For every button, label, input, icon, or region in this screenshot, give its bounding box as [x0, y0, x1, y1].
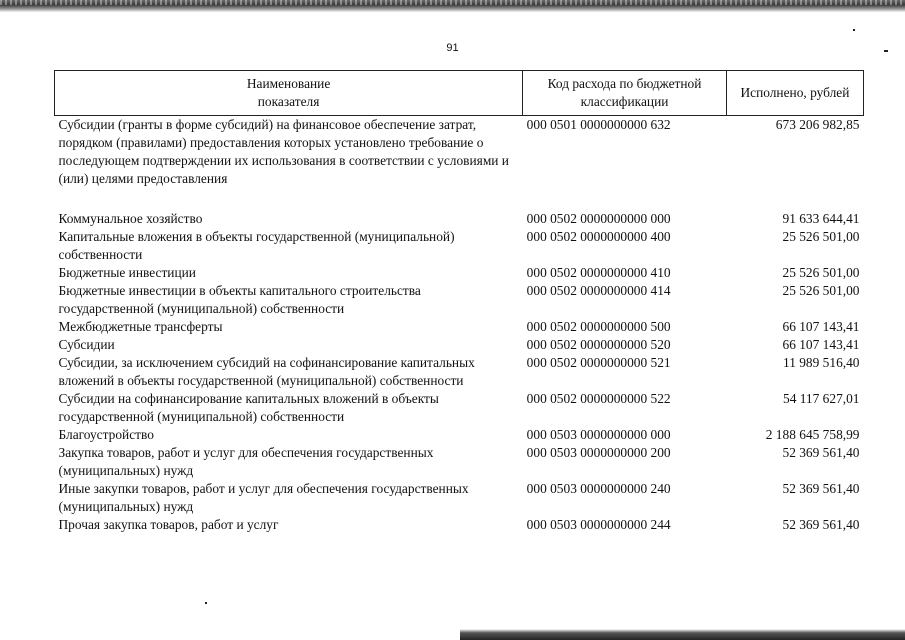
- table-row: [55, 318, 864, 336]
- header-indicator-name-line1: Наименование: [246, 76, 331, 91]
- row-amount: 25 526 501,00: [782, 265, 860, 280]
- row-code: 000 0503 0000000000 000: [526, 427, 671, 442]
- table-row: [55, 228, 864, 264]
- row-code: 000 0503 0000000000 244: [526, 517, 671, 532]
- row-amount: 2 188 645 758,99: [765, 427, 860, 442]
- row-code: 000 0503 0000000000 240: [526, 481, 671, 496]
- header-indicator-name-line2: показателя: [257, 94, 320, 109]
- row-code: 000 0502 0000000000 522: [526, 391, 671, 406]
- row-amount: 52 369 561,40: [782, 481, 860, 496]
- header-indicator-name: [55, 71, 523, 116]
- table-row: [55, 264, 864, 282]
- row-amount: 52 369 561,40: [782, 445, 860, 460]
- row-code: 000 0501 0000000000 632: [526, 117, 671, 132]
- row-code: 000 0502 0000000000 521: [526, 355, 671, 370]
- row-amount: 91 633 644,41: [782, 211, 860, 226]
- row-code: 000 0502 0000000000 414: [526, 283, 671, 298]
- table-row: [55, 480, 864, 516]
- row-code: 000 0502 0000000000 500: [526, 319, 671, 334]
- table-spacer-row: [55, 188, 864, 210]
- row-name: Благоустройство: [58, 427, 154, 442]
- row-amount: 66 107 143,41: [782, 319, 860, 334]
- row-amount: 25 526 501,00: [782, 229, 860, 244]
- table-row: [55, 282, 864, 318]
- row-name: Субсидии: [58, 337, 115, 352]
- row-code: 000 0502 0000000000 410: [526, 265, 671, 280]
- table-row: [55, 516, 864, 534]
- table-row: [55, 210, 864, 228]
- row-name: Иные закупки товаров, работ и услуг для обеспечения государственных (муниципальных) нужд: [58, 481, 469, 514]
- header-executed-amount: Исполнено, рублей: [726, 71, 863, 116]
- row-name: Прочая закупка товаров, работ и услуг: [58, 517, 279, 532]
- row-amount: 11 989 516,40: [783, 355, 860, 370]
- row-amount: 52 369 561,40: [782, 517, 860, 532]
- scan-bottom-edge: [460, 629, 905, 640]
- expenditure-table: [54, 70, 864, 534]
- header-expense-code-line1: Код расхода по бюджетной: [547, 76, 702, 91]
- row-name: Закупка товаров, работ и услуг для обеспечения государственных (муниципальных) нужд: [58, 445, 434, 478]
- row-code: 000 0503 0000000000 200: [526, 445, 671, 460]
- row-name: Субсидии на софинансирование капитальных вложений в объекты государственной (муниципальной) собственности: [58, 391, 439, 424]
- table-row: [55, 426, 864, 444]
- scan-speck: [853, 29, 855, 31]
- table-row: [55, 354, 864, 390]
- table-header-row: [55, 71, 864, 116]
- row-code: 000 0502 0000000000 400: [526, 229, 671, 244]
- row-amount: 54 117 627,01: [783, 391, 860, 406]
- row-code: 000 0502 0000000000 520: [526, 337, 671, 352]
- table-row: [55, 444, 864, 480]
- page-number: 91: [446, 42, 459, 54]
- row-amount: 66 107 143,41: [782, 337, 860, 352]
- row-name: Субсидии (гранты в форме субсидий) на финансовое обеспечение затрат, порядком (правилами) предоставления которых установлено требование о последующем подтверждении их использования в соответствии с условиями и (или) целями предоставления: [58, 117, 509, 186]
- scan-top-noise: [0, 0, 905, 5]
- row-amount: 673 206 982,85: [775, 117, 860, 132]
- header-expense-code-line2: классификации: [580, 94, 669, 109]
- row-name: Капитальные вложения в объекты государственной (муниципальной) собственности: [58, 229, 455, 262]
- table-row: [55, 336, 864, 354]
- table-row: [55, 116, 864, 189]
- table-row: [55, 390, 864, 426]
- row-amount: 25 526 501,00: [782, 283, 860, 298]
- header-expense-code: [523, 71, 727, 116]
- row-name: Межбюджетные трансферты: [58, 319, 223, 334]
- row-name: Бюджетные инвестиции в объекты капитального строительства государственной (муниципальной) собственности: [58, 283, 421, 316]
- row-name: Бюджетные инвестиции: [58, 265, 196, 280]
- row-name: Коммунальное хозяйство: [58, 211, 203, 226]
- scan-speck: [205, 602, 207, 604]
- row-code: 000 0502 0000000000 000: [526, 211, 671, 226]
- row-name: Субсидии, за исключением субсидий на софинансирование капитальных вложений в объекты государственной (муниципальной) собственности: [58, 355, 475, 388]
